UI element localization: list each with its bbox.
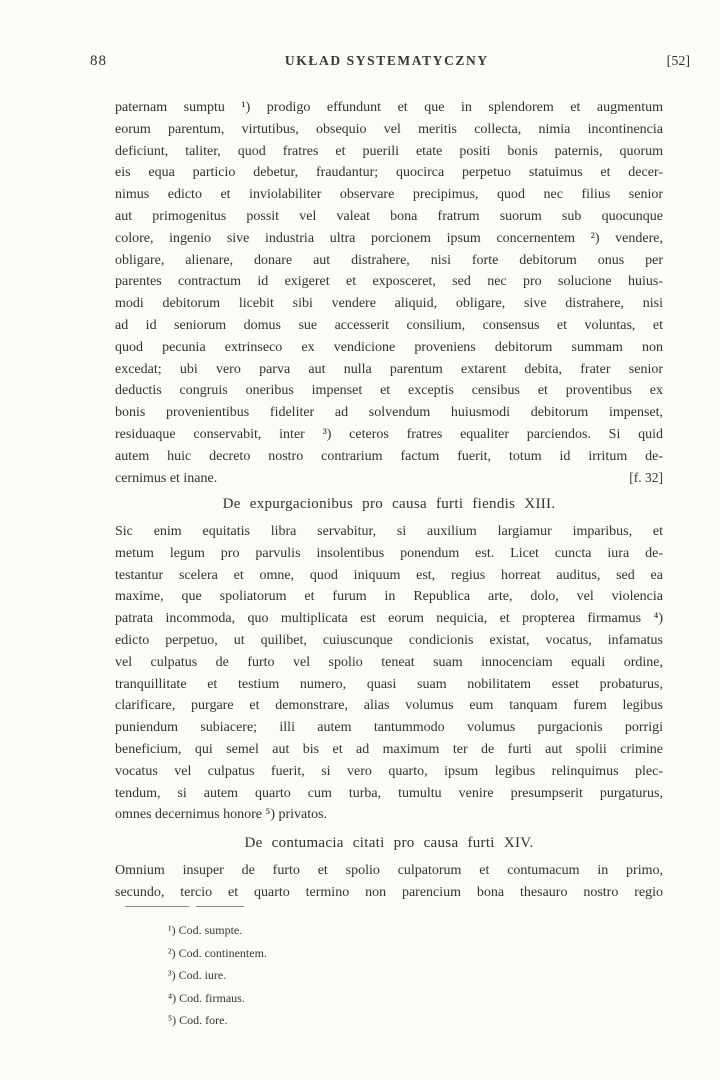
paragraph-1-last-line — [115, 467, 663, 490]
chapter-14-heading: De contumacia citati pro causa furti XIV. — [244, 835, 534, 851]
text-line: tendum, si autem quarto cum turba, tumultu venire presumpserit purgaturus, — [115, 785, 663, 801]
text-line: obligare, alienare, donare aut distrahere, nisi forte debitorum onus per — [115, 252, 663, 268]
text-line: beneficium, qui semel aut bis et ad maximum ter de furti aut spolii crimine — [115, 741, 663, 757]
text-line: puniendum subiacere; illi autem tantummodo volumus purgacionis porrigi — [115, 720, 663, 736]
footnote-item: ³) Cod. iure. — [168, 968, 227, 983]
text-line: eis equa particio debetur, fraudantur; quocirca perpetuo statuimus et decer- — [115, 165, 663, 181]
text-line: deductis congruis oneribus impenset et exceptis censibus et proventibus ex — [115, 383, 663, 399]
page-header — [90, 53, 690, 70]
text-line: patrata incommoda, quo multiplicata est eorum nequicia, et propterea firmamus ⁴) — [115, 611, 663, 627]
text-line: clarificare, purgare et demonstrare, alias volumus eum tanquam furem legibus — [115, 698, 663, 714]
text-line: colore, ingenio sive industria ultra porcionem ipsum concernentem ²) vendere, — [115, 230, 663, 246]
footnote-rule — [125, 906, 244, 907]
text-line: autem huic decreto nostro contrarium factum fuerit, totum id irritum de- — [115, 448, 663, 464]
text-line: testantur scelera et omne, quod iniquum est, regius horreat auditus, sed ea — [115, 567, 663, 583]
text-line: bonis provenientibus fideliter ad solvendum huiusmodi debitorum impenset, — [115, 405, 663, 421]
text-line: deficiunt, taliter, quod fratres et puerili etate positi bonis paternis, quorum — [115, 143, 663, 159]
text-line: metum legum pro parvulis insolentibus ponendum est. Licet cuncta iura de- — [115, 545, 663, 561]
chapter-13-heading: De expurgacionibus pro causa furti fiendis XIII. — [222, 496, 556, 512]
footnote-item: ¹) Cod. sumpte. — [168, 923, 243, 937]
text-line: vel culpatus de furto vel spolio teneat suam innocenciam equali ordine, — [115, 654, 663, 670]
folio-marker: [f. 32] — [629, 470, 663, 485]
text-line: Sic enim equitatis libra servabitur, si auxilium largiamur imparibus, et — [115, 524, 663, 539]
text-line: secundo, tercio et quarto termino non parencium bona thesauro nostro regio — [115, 884, 663, 900]
paragraph-1 — [115, 97, 663, 468]
footnote-item: ⁵) Cod. fore. — [168, 1013, 228, 1028]
footnote-item: ²) Cod. continentem. — [168, 945, 267, 960]
chapter-13-last-line: omnes decernimus honore ⁵) privatos. — [115, 807, 328, 822]
column-marker: [52] — [666, 54, 690, 69]
footnotes — [168, 919, 568, 1032]
chapter-14-paragraph — [115, 860, 663, 904]
text-line: maxime, que spoliatorum et furum in Republica arte, dolo, vel violencia — [115, 589, 663, 605]
text-line: Omnium insuper de furto et spolio culpatorum et contumacum in primo, — [115, 863, 663, 878]
running-title: UKŁAD SYSTEMATYCZNY — [284, 53, 489, 68]
text-line: quod pecunia extrinseco ex vendicione proveniens debitorum summam non — [115, 339, 663, 355]
text-line: vocatus vel culpatus fuerit, si vero quarto, ipsum legibus relinquimus plec- — [115, 763, 663, 779]
text-line: parentes contractum id exigeret et exposceret, sed nec pro solucione huius- — [115, 274, 663, 290]
text-line: residuaque conservabit, inter ³) ceteros fratres equaliter parciendos. Si quid — [115, 426, 663, 442]
text-line: aut primogenitus possit vel valeat bona fratrum suorum sub quocunque — [115, 208, 663, 224]
page-number: 88 — [90, 53, 107, 69]
text-line: excedat; ubi vero parva aut nulla parentum extarent debita, frater senior — [115, 361, 663, 377]
chapter-13-paragraph — [115, 521, 663, 804]
text-line: cernimus et inane. — [115, 471, 218, 486]
text-line: eorum parentum, virtutibus, obsequio vel meritis collecta, nimia incontinencia — [115, 121, 663, 137]
text-line: edicto perpetuo, ut quilibet, cuiuscunque condicionis existat, vocatus, infamatus — [115, 632, 663, 648]
text-line: tranquillitate et testium numero, quasi suam nobilitatem esset probaturus, — [115, 676, 663, 692]
text-line: ad id seniorum domus sue accesserit consilium, consensus et voluntas, et — [115, 317, 663, 333]
text-line: modi debitorum licebit sibi vendere aliquid, obligare, sive distrahere, nisi — [115, 296, 663, 312]
text-line: paternam sumptu ¹) prodigo effundunt et que in splendorem et augmentum — [115, 100, 663, 115]
text-line: nimus edicto et inviolabiliter observare precipimus, quod nec filius senior — [115, 187, 663, 203]
footnote-item: ⁴) Cod. firmaus. — [168, 990, 245, 1005]
